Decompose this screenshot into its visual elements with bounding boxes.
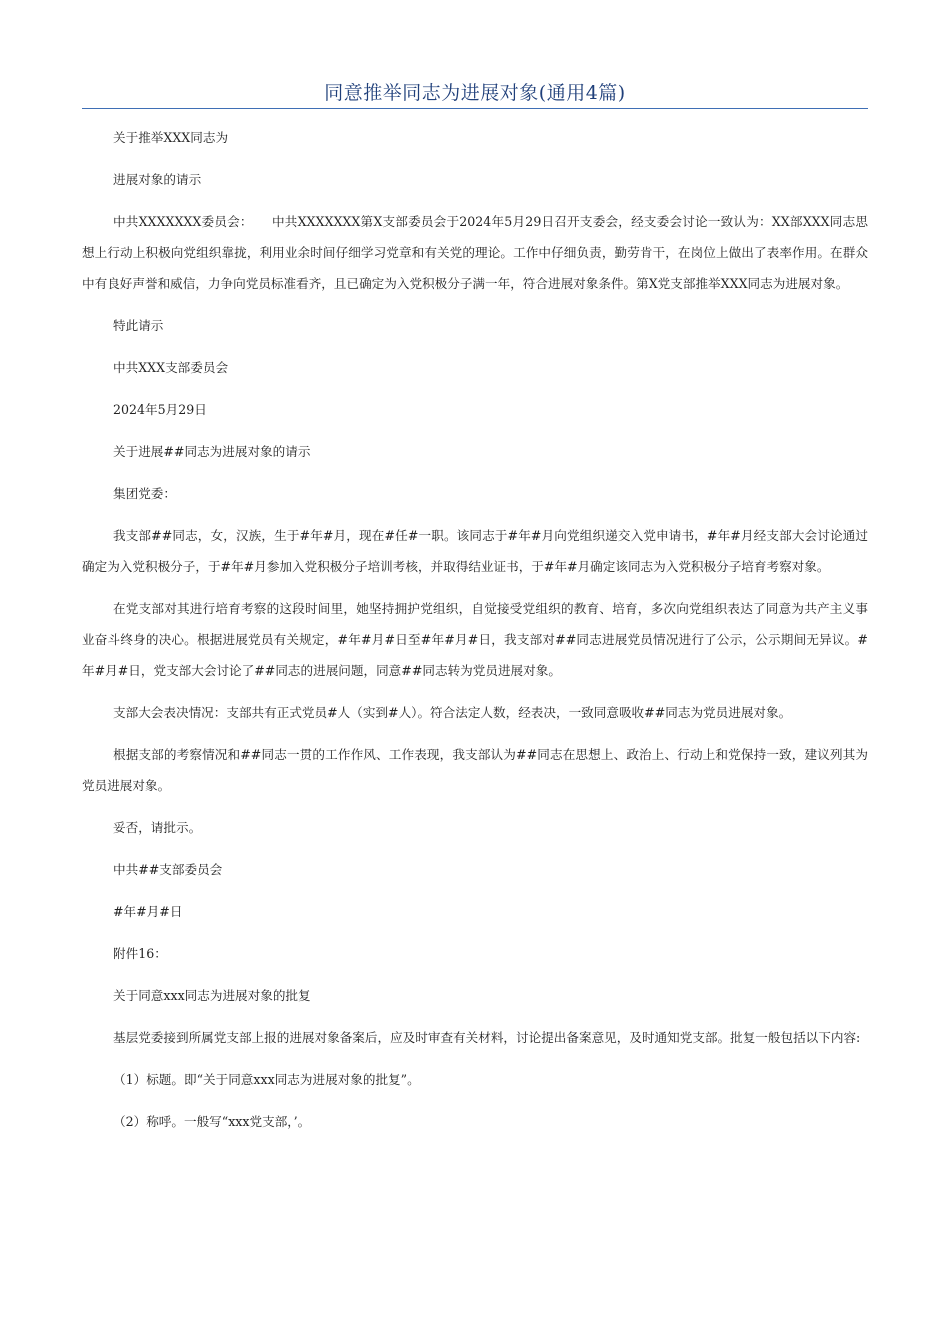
paragraph-recommendation: 根据支部的考察情况和##同志一贯的工作作风、工作表现，我支部认为##同志在思想上、政治上、行动上和党保持一致，建议列其为党员进展对象。 [82, 747, 868, 793]
paragraph-attachment: 附件16： [113, 946, 167, 961]
paragraph-signature-2: 中共##支部委员会 [113, 862, 223, 877]
paragraph-member-info: 我支部##同志，女，汉族，生于#年#月，现在#任#一职。该同志于#年#月向党组织递交入党申请书，#年#月经支部大会讨论通过确定为入党积极分子，于#年#月参加入党积极分子培训考核，并取得结业证书，于#年#月确定该同志为入党积极分子培育考察对象。 [82, 528, 868, 574]
paragraph-approval-request: 妥否，请批示。 [113, 820, 202, 835]
paragraph-request-heading-1: 关于推举XXX同志为 [113, 130, 229, 145]
paragraph-reply-heading: 关于同意xxx同志为进展对象的批复 [113, 988, 311, 1003]
document-title: 同意推举同志为进展对象(通用4篇) [324, 82, 626, 104]
paragraph-date: 2024年5月29日 [113, 402, 207, 417]
paragraph-item-title: （1）标题。即“关于同意xxx同志为进展对象的批复”。 [113, 1072, 420, 1087]
paragraph-closing: 特此请示 [113, 318, 164, 333]
paragraph-section-heading: 关于进展##同志为进展对象的请示 [113, 444, 311, 459]
paragraph-request-body: 中共XXXXXXX委员会： 中共XXXXXXX第X支部委员会于2024年5月29日召开支委会，经支委会讨论一致认为：XX部XXX同志思想上行动上积极向党组织靠拢，利用业余时间仔细学习党章和有关党的理论。工作中仔细负责，勤劳肯干，在岗位上做出了表率作用。在群众中有良好声誉和威信，力争向党员标准看齐，且已确定为入党积极分子满一年，符合进展对象条件。第X党支部推举XXX同志为进展对象。 [82, 214, 868, 291]
paragraph-assessment: 在党支部对其进行培育考察的这段时间里，她坚持拥护党组织，自觉接受党组织的教育、培育，多次向党组织表达了同意为共产主义事业奋斗终身的决心。根据进展党员有关规定，#年#月#日至#年#月#日，我支部对##同志进展党员情况进行了公示，公示期间无异议。#年#月#日，党支部大会讨论了##同志的进展问题，同意##同志转为党员进展对象。 [82, 601, 868, 678]
document-body [82, 122, 868, 1137]
paragraph-item-salutation: （2）称呼。一般写“xxx党支部，’。 [113, 1114, 311, 1129]
paragraph-date-2: #年#月#日 [113, 904, 183, 919]
paragraph-reply-intro: 基层党委接到所属党支部上报的进展对象备案后，应及时审查有关材料，讨论提出备案意见，及时通知党支部。批复一般包括以下内容: [113, 1030, 861, 1045]
paragraph-addressee: 集团党委： [113, 486, 176, 501]
paragraph-signature: 中共XXX支部委员会 [113, 360, 229, 375]
paragraph-vote: 支部大会表决情况：支部共有正式党员#人（实到#人）。符合法定人数，经表决，一致同意吸收##同志为党员进展对象。 [113, 705, 792, 720]
title-underline [82, 108, 868, 109]
paragraph-request-heading-2: 进展对象的请示 [113, 172, 202, 187]
